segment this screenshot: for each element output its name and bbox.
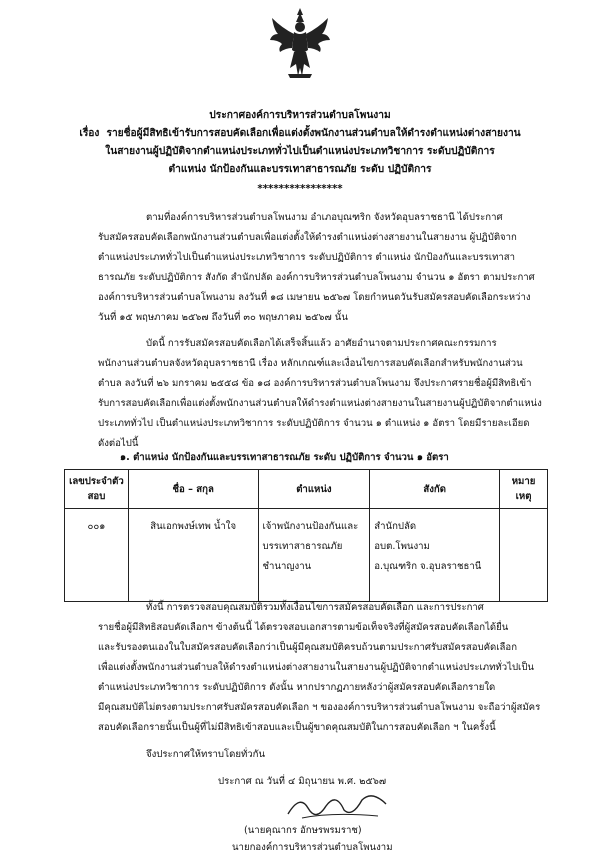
paragraph-1-line-4: ธารณภัย ระดับปฏิบัติการ สังกัด สำนักปลัด องค์การบริหารส่วนตำบลโพนงาม จำนวน ๑ อัตรา ตามประกาศ [98,272,535,283]
closing-text: จึงประกาศให้ทราบโดยทั่วกัน [146,749,266,760]
subject-label: เรื่อง [79,128,100,139]
candidate-table [64,469,548,602]
header-note: หมาย เหตุ [500,470,548,509]
paragraph-2-line-1: บัดนี้ การรับสมัครสอบคัดเลือกได้เสร็จสิ้นแล้ว อาศัยอำนาจตามประกาศคณะกรรมการ [146,338,497,349]
signature-icon [282,788,392,824]
paragraph-3-line-7: สอบคัดเลือกรายนั้นเป็นผู้ที่ไม่มีสิทธิเข้าสอบและเป็นผู้ขาดคุณสมบัติในการสอบคัดเลือก ฯ ในครั้งนี้ [98,722,496,733]
subject-line-3: ตำแหน่ง นักป้องกันและบรรเทาสาธารณภัย ระดับ ปฏิบัติการ [168,164,432,175]
garuda-emblem-icon [268,6,332,80]
cell-exam-no: ๐๐๑ [65,509,129,602]
paragraph-2-line-3: ตำบล ลงวันที่ ๒๖ มกราคม ๒๕๕๘ ข้อ ๑๘ องค์การบริหารส่วนตำบลโพนงาม จึงประกาศรายชื่อผู้มีสิทธิเข้า [98,378,532,389]
signer-name: (นายคุณากร อักษรพรมราช) [244,825,362,836]
paragraph-3-line-1: ทั้งนี้ การตรวจสอบคุณสมบัติรวมทั้งเงื่อนไขการสมัครสอบคัดเลือก และการประกาศ [146,602,484,613]
table-row [65,509,548,602]
cell-note [500,509,548,602]
subject-line-1 [0,125,600,143]
paragraph-2-line-5: ประเภททั่วไป เป็นตำแหน่งประเภทวิชาการ ระดับปฏิบัติการ จำนวน ๑ ตำแหน่ง ๑ อัตรา โดยมีรายละเอียด [98,418,530,429]
signer-title: นายกองค์การบริหารส่วนตำบลโพนงาม [232,842,393,853]
header-exam-no: เลขประจำตัว สอบ [65,470,129,509]
header-name: ชื่อ – สกุล [128,470,258,509]
cell-name: สินเอกพงษ์เทพ น้ำใจ [128,509,258,602]
cell-position: เจ้าพนักงานป้องกันและ บรรเทาสาธารณภัย ชำนาญงาน [258,509,370,602]
subject-text-1: รายชื่อผู้มีสิทธิเข้ารับการสอบคัดเลือกเพื่อแต่งตั้งพนักงานส่วนตำบลให้ดำรงตำแหน่งต่างสายงาน [106,128,521,139]
announced-date: ประกาศ ณ วันที่ ๔ มิถุนายน พ.ศ. ๒๕๖๗ [218,776,387,787]
paragraph-2-line-6: ดังต่อไปนี้ [98,438,139,449]
section-heading: ๑. ตำแหน่ง นักป้องกันและบรรเทาสาธารณภัย ระดับ ปฏิบัติการ จำนวน ๑ อัตรา [120,452,449,463]
paragraph-1-line-3: ตำแหน่งประเภททั่วไปเป็นตำแหน่งประเภทวิชาการ ระดับปฏิบัติการ ตำแหน่ง นักป้องกันและบรรเทาสา [98,252,516,263]
header-affiliation: สังกัด [370,470,500,509]
paragraph-3-line-4: เพื่อแต่งตั้งพนักงานส่วนตำบลให้ดำรงตำแหน่งต่างสายงานในสายงานผู้ปฏิบัติจากตำแหน่งประเภททั่วไปเป็น [98,662,534,673]
separator-stars: **************** [257,184,343,195]
paragraph-3-line-5: ตำแหน่งประเภทวิชาการ ระดับปฏิบัติการ ดังนั้น หากปรากฏภายหลังว่าผู้สมัครสอบคัดเลือกรายใด [98,682,496,693]
paragraph-1-line-1: ตามที่องค์การบริหารส่วนตำบลโพนงาม อำเภอบุณฑริก จังหวัดอุบลราชธานี ได้ประกาศ [146,212,503,223]
paragraph-1-line-5: องค์การบริหารส่วนตำบลโพนงาม ลงวันที่ ๑๘ เมษายน ๒๕๖๗ โดยกำหนดวันรับสมัครสอบคัดเลือกระหว่าง [98,292,531,303]
paragraph-2-line-4: รับการสอบคัดเลือกเพื่อแต่งตั้งพนักงานส่วนตำบลให้ดำรงตำแหน่งต่างสายงานในสายงานผู้ปฏิบัติจากตำแหน่ง [98,398,542,409]
paragraph-3-line-2: รายชื่อผู้มีสิทธิสอบคัดเลือกฯ ข้างต้นนี้ ได้ตรวจสอบเอกสารตามข้อเท็จจริงที่ผู้สมัครสอบคัดเลือกได้ยื่น [98,622,509,633]
paragraph-3-line-3: และรับรองตนเองในใบสมัครสอบคัดเลือกว่าเป็นผู้มีคุณสมบัติครบถ้วนตามประกาศรับสมัครสอบคัดเลือก [98,642,518,653]
paragraph-1-line-2: รับสมัครสอบคัดเลือกพนักงานส่วนตำบลเพื่อแต่งตั้งให้ดำรงตำแหน่งต่างสายงานในสายงาน ผู้ปฏิบัติจาก [98,232,517,243]
paragraph-1-line-6: วันที่ ๑๕ พฤษภาคม ๒๕๖๗ ถึงวันที่ ๓๐ พฤษภาคม ๒๕๖๗ นั้น [98,312,348,323]
paragraph-2-line-2: พนักงานส่วนตำบลจังหวัดอุบลราชธานี เรื่อง หลักเกณฑ์และเงื่อนไขการสอบคัดเลือกสำหรับพนักงานส่วน [98,358,523,369]
header-position: ตำแหน่ง [258,470,370,509]
subject-line-2: ในสายงานผู้ปฏิบัติจากตำแหน่งประเภททั่วไปเป็นตำแหน่งประเภทวิชาการ ระดับปฏิบัติการ [105,146,495,157]
paragraph-3-line-6: มีคุณสมบัติไม่ตรงตามประกาศรับสมัครสอบคัดเลือก ฯ ขององค์การบริหารส่วนตำบลโพนงาม จะถือว่าผู้สมัคร [98,702,541,713]
cell-affiliation: สำนักปลัด อบต.โพนงาม อ.บุณฑริก จ.อุบลราชธานี [370,509,500,602]
table-header-row [65,470,548,509]
announcement-title: ประกาศองค์การบริหารส่วนตำบลโพนงาม [209,110,391,121]
